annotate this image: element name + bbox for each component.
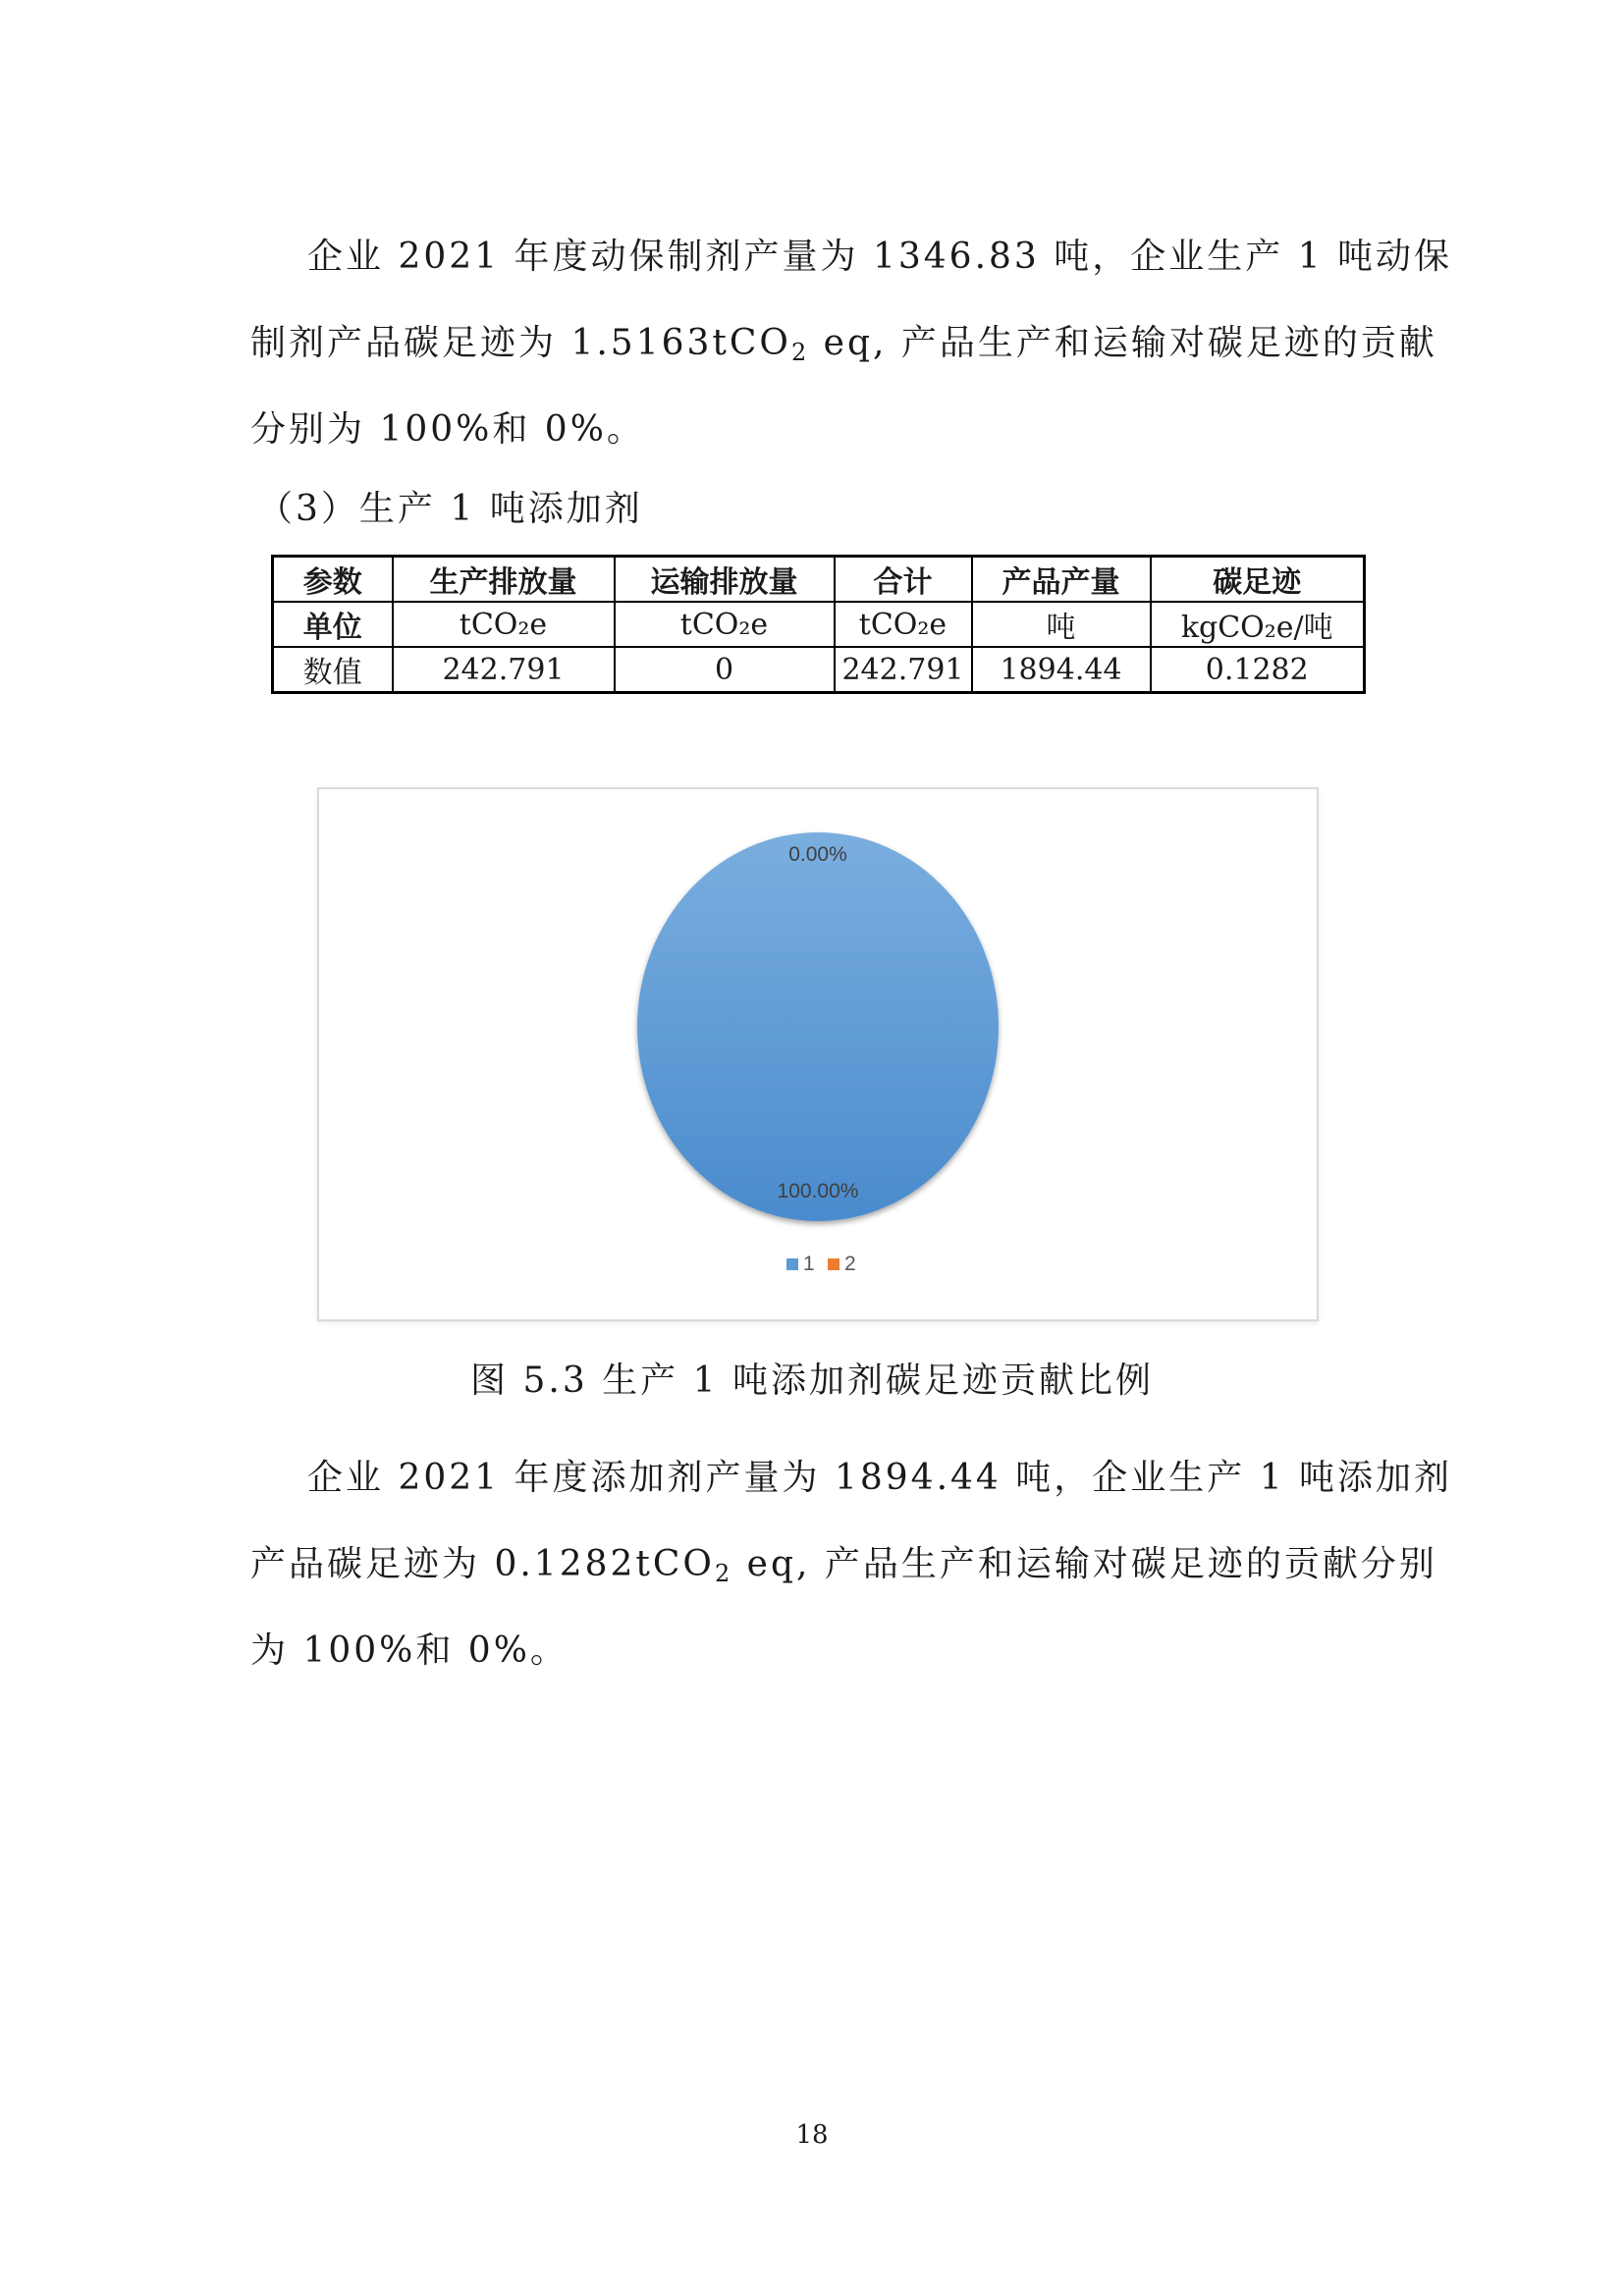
legend-swatch (786, 1258, 798, 1270)
text: eq, 产品生产和运输对碳足迹的贡献 (809, 323, 1437, 363)
table-header-row (273, 557, 1365, 603)
table-cell: tCO₂e (835, 602, 972, 647)
table-cell: tCO₂e (393, 602, 615, 647)
table-header-cell: 运输排放量 (615, 557, 835, 603)
text: 产品碳足迹为 0.1282tCO (250, 1544, 715, 1584)
paragraph-line (250, 1608, 1360, 1694)
data-label: 0.00% (788, 843, 847, 866)
parameter-table (271, 555, 1366, 694)
table-cell: 0 (615, 647, 835, 693)
text: 企业 2021 年度动保制剂产量为 1346.83 吨，企业生产 1 吨动保 (307, 237, 1453, 277)
paragraph-additive-summary (250, 1435, 1453, 1694)
text: 企业 2021 年度添加剂产量为 1894.44 吨，企业生产 1 吨添加剂 (307, 1458, 1453, 1498)
table-cell: 吨 (972, 602, 1151, 647)
table-header-cell: 合计 (835, 557, 972, 603)
pie-chart (319, 789, 1317, 1319)
paragraph-line (250, 1435, 1453, 1522)
table-row (273, 602, 1365, 647)
legend-entry: 1 (803, 1253, 815, 1275)
table-cell: kgCO₂e/吨 (1151, 602, 1365, 647)
paragraph-dongbao-summary (250, 214, 1453, 473)
subscript: 2 (790, 339, 810, 366)
table-cell: tCO₂e (615, 602, 835, 647)
table-cell: 242.791 (835, 647, 972, 693)
table-row (273, 647, 1365, 693)
paragraph-line (250, 300, 1437, 387)
text: 制剂产品碳足迹为 1.5163tCO (250, 323, 791, 363)
pie-chart-frame (317, 787, 1319, 1321)
legend-swatch (828, 1258, 839, 1270)
paragraph-line (250, 387, 1360, 473)
table-header-cell: 参数 (273, 557, 393, 603)
table-header-cell: 产品产量 (972, 557, 1151, 603)
legend (786, 1253, 856, 1275)
figure-caption: 图 5.3 生产 1 吨添加剂碳足迹贡献比例 (470, 1361, 1154, 1401)
section-subheading: （3）生产 1 吨添加剂 (257, 489, 643, 529)
table-cell: 0.1282 (1151, 647, 1365, 693)
paragraph-line (250, 214, 1453, 300)
text: 分别为 100%和 0%。 (250, 409, 645, 450)
page-number: 18 (795, 2120, 829, 2150)
text: 为 100%和 0%。 (250, 1630, 568, 1671)
table-cell: 单位 (273, 602, 393, 647)
table-header-cell: 碳足迹 (1151, 557, 1365, 603)
text: eq, 产品生产和运输对碳足迹的贡献分别 (732, 1544, 1437, 1584)
data-label: 100.00% (777, 1180, 859, 1202)
legend-entry: 2 (844, 1253, 856, 1275)
table-cell: 1894.44 (972, 647, 1151, 693)
table-cell: 242.791 (393, 647, 615, 693)
table-cell: 数值 (273, 647, 393, 693)
pie-slices (637, 832, 999, 1221)
paragraph-line (250, 1522, 1437, 1608)
table-header-cell: 生产排放量 (393, 557, 615, 603)
subscript: 2 (714, 1560, 733, 1587)
